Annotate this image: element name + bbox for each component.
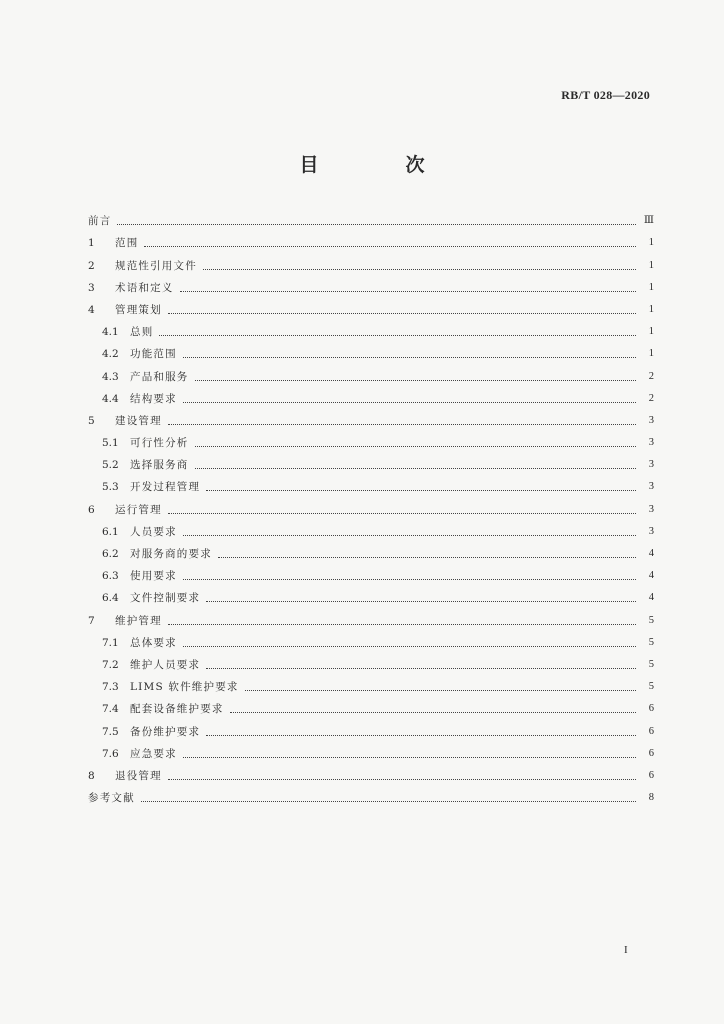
- standard-code: RB/T 028—2020: [561, 88, 650, 102]
- toc-entry-title: 建设管理: [115, 414, 162, 427]
- toc-dot-leader: [195, 468, 637, 469]
- page-title: 目 次: [299, 154, 459, 176]
- toc-entry-page: 3: [648, 459, 654, 471]
- toc-entry-page: 4: [648, 570, 654, 582]
- toc-dot-leader: [183, 357, 636, 358]
- toc-entry[interactable]: [88, 339, 654, 361]
- toc-dot-leader: [168, 779, 636, 780]
- toc-entry-title: 功能范围: [130, 348, 177, 361]
- toc-entry-title: 规范性引用文件: [115, 259, 197, 272]
- toc-entry-page: 1: [648, 326, 654, 338]
- toc-entry[interactable]: [88, 472, 654, 494]
- toc-dot-leader: [183, 579, 636, 580]
- toc-dot-leader: [168, 624, 636, 625]
- toc-dot-leader: [180, 291, 637, 292]
- toc-dot-leader: [195, 380, 637, 381]
- toc-entry-number: 4.4: [102, 392, 119, 405]
- toc-entry-page: 6: [648, 769, 654, 781]
- toc-dot-leader: [195, 446, 637, 447]
- toc-entry-title: 使用要求: [130, 570, 177, 583]
- toc-dot-leader: [141, 801, 636, 802]
- toc-entry-number: 7.1: [102, 636, 119, 649]
- toc-entry-number: 7.5: [102, 725, 119, 738]
- toc-entry-title: 产品和服务: [130, 370, 189, 383]
- toc-entry-number: 7.3: [102, 681, 119, 694]
- toc-dot-leader: [245, 690, 636, 691]
- toc-entry-page: 4: [648, 548, 654, 559]
- toc-entry-title: 维护管理: [115, 614, 162, 627]
- toc-dot-leader: [206, 668, 636, 669]
- toc-entry-title: 参考文献: [88, 792, 135, 805]
- toc-entry[interactable]: [88, 250, 654, 272]
- toc-entry-page: 5: [648, 658, 654, 670]
- toc-dot-leader: [183, 402, 636, 403]
- toc-entry-number: 2: [88, 259, 95, 272]
- toc-entry-title: 备份维护要求: [130, 725, 201, 738]
- toc-entry-page: Ⅲ: [643, 215, 654, 227]
- toc-entry-title: 配套设备维护要求: [130, 703, 224, 716]
- toc-entry[interactable]: [88, 783, 654, 805]
- toc-entry-number: 5: [88, 414, 95, 427]
- toc-entry-page: 2: [648, 392, 654, 404]
- toc-entry-title: 总体要求: [130, 636, 177, 649]
- toc-dot-leader: [206, 735, 636, 736]
- toc-entry-title: 选择服务商: [130, 459, 189, 472]
- toc-entry[interactable]: [88, 317, 654, 339]
- toc-entry-title: 文件控制要求: [130, 592, 201, 605]
- toc-entry[interactable]: [88, 295, 654, 317]
- toc-entry-page: 8: [648, 792, 654, 804]
- toc-entry-number: 4.1: [102, 326, 119, 339]
- toc-entry-page: 4: [648, 592, 654, 604]
- toc-dot-leader: [218, 557, 636, 558]
- toc-entry-page: 1: [648, 281, 654, 293]
- toc-dot-leader: [206, 601, 636, 602]
- toc-entry[interactable]: [88, 694, 654, 716]
- toc-dot-leader: [168, 513, 636, 514]
- table-of-contents: [88, 206, 654, 805]
- toc-entry-title: 退役管理: [115, 769, 162, 782]
- toc-entry[interactable]: [88, 384, 654, 406]
- toc-dot-leader: [159, 335, 636, 336]
- toc-entry[interactable]: [88, 406, 654, 428]
- toc-entry[interactable]: [88, 494, 654, 516]
- toc-dot-leader: [183, 535, 636, 536]
- toc-entry[interactable]: [88, 761, 654, 783]
- toc-entry-title: 运行管理: [115, 503, 162, 516]
- toc-entry-title: 范围: [115, 237, 139, 250]
- toc-entry-title: 应急要求: [130, 747, 177, 760]
- toc-entry[interactable]: [88, 428, 654, 450]
- toc-entry-page: 3: [648, 525, 654, 537]
- toc-entry[interactable]: [88, 672, 654, 694]
- toc-entry-number: 5.1: [102, 437, 119, 450]
- toc-entry[interactable]: [88, 539, 654, 561]
- toc-entry[interactable]: [88, 605, 654, 627]
- toc-entry-title: 开发过程管理: [130, 481, 201, 494]
- toc-entry-page: 6: [648, 725, 654, 737]
- toc-entry-number: 8: [88, 769, 95, 782]
- toc-entry[interactable]: [88, 517, 654, 539]
- toc-entry-title: LIMS 软件维护要求: [130, 681, 239, 694]
- toc-entry-page: 5: [648, 681, 654, 693]
- toc-entry-page: 1: [648, 237, 654, 249]
- page-number: I: [624, 944, 628, 956]
- toc-entry-title: 人员要求: [130, 525, 177, 538]
- toc-entry[interactable]: [88, 561, 654, 583]
- toc-entry-number: 4: [88, 303, 95, 316]
- toc-entry-number: 6: [88, 503, 95, 516]
- toc-entry-number: 4.2: [102, 348, 119, 361]
- toc-dot-leader: [230, 712, 636, 713]
- toc-entry[interactable]: [88, 716, 654, 738]
- toc-entry[interactable]: [88, 650, 654, 672]
- toc-entry-number: 6.3: [102, 570, 119, 583]
- toc-entry-number: 7.2: [102, 658, 119, 671]
- toc-entry-page: 3: [648, 437, 654, 449]
- toc-entry-number: 5.3: [102, 481, 119, 494]
- toc-entry[interactable]: [88, 450, 654, 472]
- toc-entry-number: 1: [88, 237, 95, 250]
- toc-entry-number: 5.2: [102, 459, 119, 472]
- toc-entry[interactable]: [88, 361, 654, 383]
- toc-entry-title: 管理策划: [115, 303, 162, 316]
- toc-entry-page: 1: [648, 348, 654, 360]
- toc-entry-page: 3: [648, 414, 654, 426]
- toc-entry-title: 前言: [88, 215, 112, 228]
- toc-entry-page: 1: [648, 303, 654, 315]
- toc-entry-title: 结构要求: [130, 392, 177, 405]
- toc-entry[interactable]: [88, 206, 654, 228]
- toc-entry-page: 5: [648, 636, 654, 648]
- toc-entry-number: 7: [88, 614, 95, 627]
- toc-entry-number: 3: [88, 281, 95, 294]
- toc-dot-leader: [168, 313, 636, 314]
- toc-entry[interactable]: [88, 583, 654, 605]
- toc-entry-page: 6: [648, 703, 654, 715]
- toc-entry[interactable]: [88, 739, 654, 761]
- toc-entry-title: 维护人员要求: [130, 658, 201, 671]
- toc-entry-number: 7.6: [102, 747, 119, 760]
- toc-dot-leader: [117, 224, 636, 225]
- toc-dot-leader: [183, 757, 636, 758]
- toc-entry-number: 4.3: [102, 370, 119, 383]
- toc-entry[interactable]: [88, 228, 654, 250]
- toc-dot-leader: [203, 269, 636, 270]
- toc-entry-title: 对服务商的要求: [130, 548, 212, 560]
- toc-entry-page: 6: [648, 747, 654, 759]
- toc-entry[interactable]: [88, 628, 654, 650]
- toc-entry-number: 6.1: [102, 525, 119, 538]
- toc-entry-number: 7.4: [102, 703, 119, 716]
- toc-entry-page: 3: [648, 481, 654, 493]
- toc-dot-leader: [206, 490, 636, 491]
- toc-entry-page: 1: [648, 259, 654, 271]
- toc-entry-page: 3: [648, 503, 654, 515]
- toc-entry[interactable]: [88, 273, 654, 295]
- toc-entry-title: 术语和定义: [115, 281, 174, 294]
- toc-entry-number: 6.2: [102, 548, 119, 560]
- toc-dot-leader: [144, 246, 636, 247]
- toc-entry-title: 可行性分析: [130, 437, 189, 450]
- toc-entry-number: 6.4: [102, 592, 119, 605]
- toc-entry-title: 总则: [130, 326, 154, 339]
- toc-entry-page: 5: [648, 614, 654, 626]
- toc-dot-leader: [183, 646, 636, 647]
- toc-dot-leader: [168, 424, 636, 425]
- toc-entry-page: 2: [648, 370, 654, 382]
